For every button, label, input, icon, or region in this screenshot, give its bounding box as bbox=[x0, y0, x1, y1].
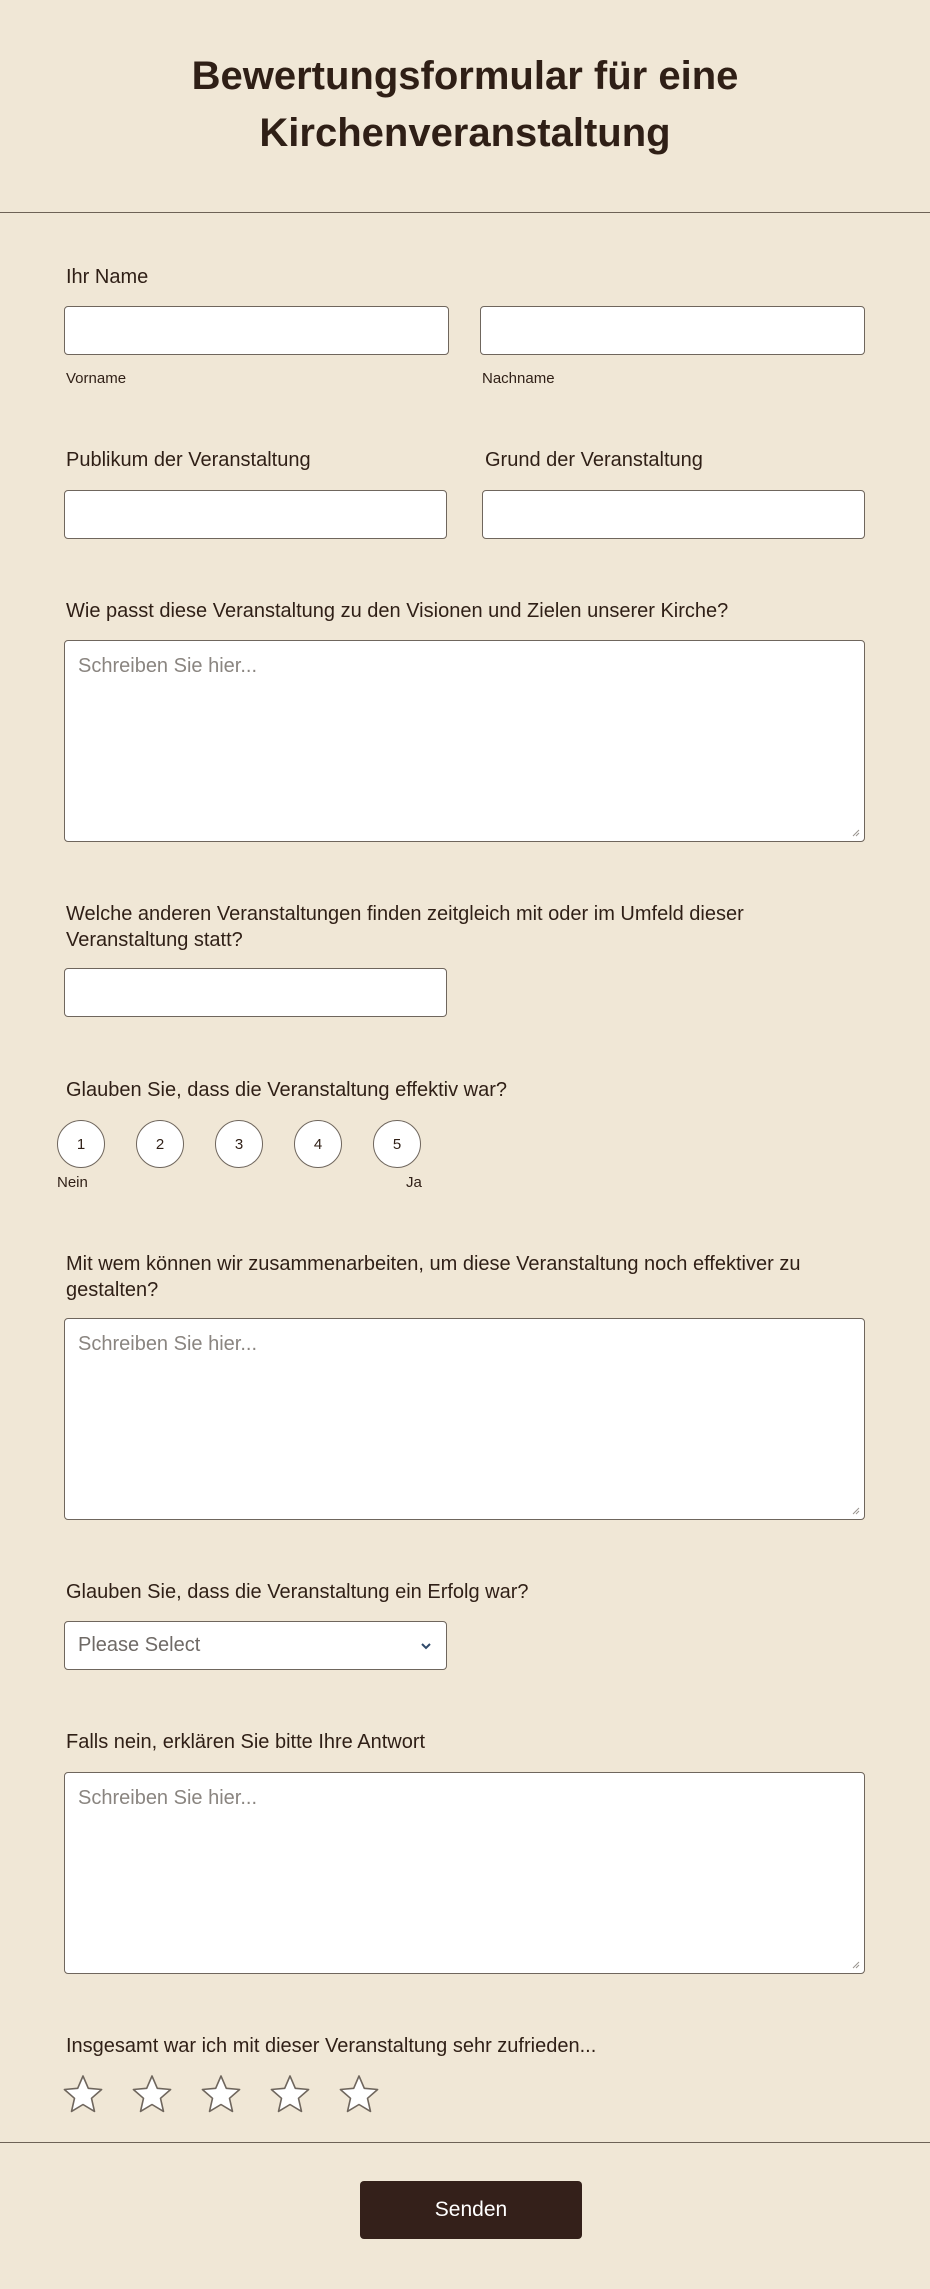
resize-handle-icon[interactable] bbox=[852, 1961, 860, 1969]
reason-input[interactable] bbox=[482, 490, 865, 539]
other-events-label: Welche anderen Veranstaltungen finden zeitgleich mit oder im Umfeld dieser Veranstaltung statt? bbox=[66, 903, 744, 951]
last-name-input[interactable] bbox=[480, 306, 865, 355]
vision-label: Wie passt diese Veranstaltung zu den Visionen und Zielen unserer Kirche? bbox=[66, 600, 729, 622]
effective-option-1[interactable]: 1 bbox=[57, 1120, 105, 1168]
form-header bbox=[0, 0, 930, 213]
star-icon[interactable] bbox=[62, 2073, 104, 2115]
star-rating bbox=[62, 2073, 380, 2115]
effective-option-2[interactable]: 2 bbox=[136, 1120, 184, 1168]
star-icon[interactable] bbox=[338, 2073, 380, 2115]
resize-handle-icon[interactable] bbox=[852, 1507, 860, 1515]
effective-low-label: Nein bbox=[57, 1174, 88, 1191]
audience-input[interactable] bbox=[64, 490, 447, 539]
success-label: Glauben Sie, dass die Veranstaltung ein Erfolg war? bbox=[66, 1581, 529, 1603]
vision-textarea[interactable] bbox=[64, 640, 865, 842]
form-footer-divider bbox=[0, 2142, 930, 2143]
other-events-input[interactable] bbox=[64, 968, 447, 1017]
resize-handle-icon[interactable] bbox=[852, 829, 860, 837]
star-icon[interactable] bbox=[269, 2073, 311, 2115]
submit-button[interactable]: Senden bbox=[360, 2181, 582, 2239]
form-title: Bewertungsformular für eine Kirchenveranstaltung bbox=[191, 54, 739, 155]
collaborate-label: Mit wem können wir zusammenarbeiten, um diese Veranstaltung noch effektiver zu gestalten? bbox=[66, 1253, 801, 1301]
effective-high-label: Ja bbox=[406, 1174, 422, 1191]
audience-label: Publikum der Veranstaltung bbox=[66, 449, 311, 471]
chevron-down-icon bbox=[419, 1641, 433, 1651]
effective-option-3[interactable]: 3 bbox=[215, 1120, 263, 1168]
first-name-input[interactable] bbox=[64, 306, 449, 355]
last-name-sublabel: Nachname bbox=[482, 370, 555, 387]
success-select-value: Please Select bbox=[78, 1634, 201, 1656]
effective-label: Glauben Sie, dass die Veranstaltung effektiv war? bbox=[66, 1079, 508, 1101]
vision-placeholder: Schreiben Sie hier... bbox=[78, 655, 257, 677]
success-select[interactable] bbox=[64, 1621, 447, 1670]
first-name-sublabel: Vorname bbox=[66, 370, 127, 387]
star-icon[interactable] bbox=[131, 2073, 173, 2115]
reason-label: Grund der Veranstaltung bbox=[485, 449, 703, 471]
explain-textarea[interactable] bbox=[64, 1772, 865, 1974]
satisfaction-label: Insgesamt war ich mit dieser Veranstaltung sehr zufrieden... bbox=[66, 2035, 597, 2057]
star-icon[interactable] bbox=[200, 2073, 242, 2115]
effective-option-5[interactable]: 5 bbox=[373, 1120, 421, 1168]
effective-option-4[interactable]: 4 bbox=[294, 1120, 342, 1168]
explain-label: Falls nein, erklären Sie bitte Ihre Antwort bbox=[66, 1731, 426, 1753]
collaborate-textarea[interactable] bbox=[64, 1318, 865, 1520]
collaborate-placeholder: Schreiben Sie hier... bbox=[78, 1333, 257, 1355]
explain-placeholder: Schreiben Sie hier... bbox=[78, 1787, 257, 1809]
name-label: Ihr Name bbox=[66, 266, 149, 288]
